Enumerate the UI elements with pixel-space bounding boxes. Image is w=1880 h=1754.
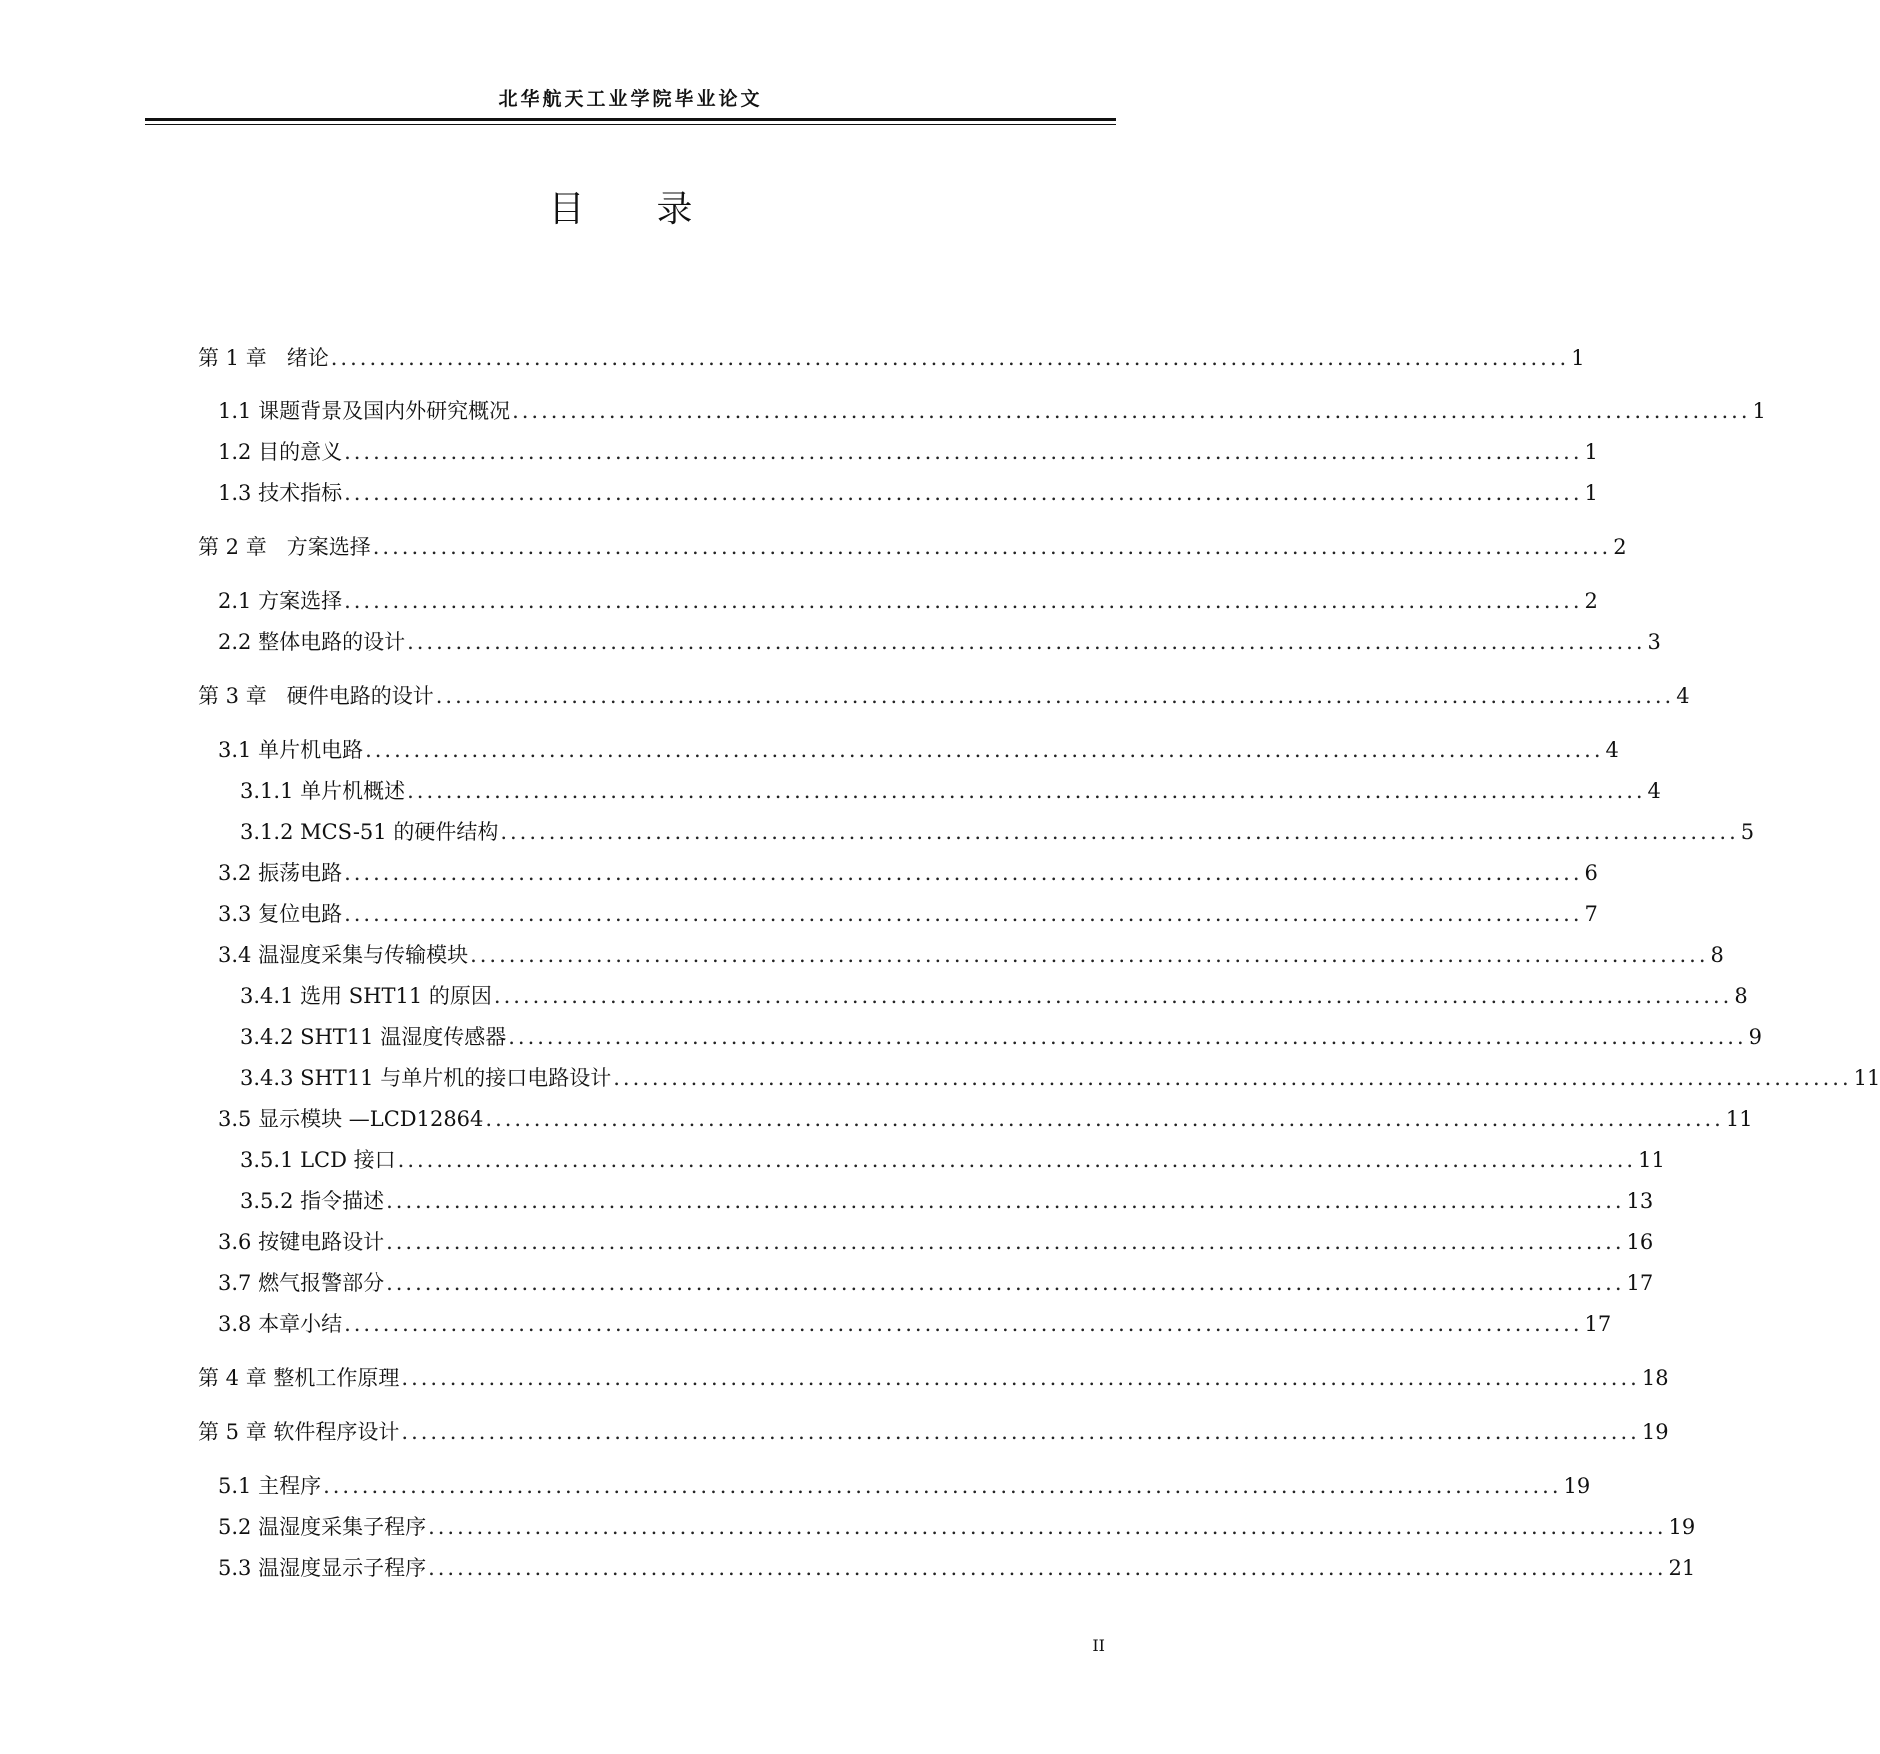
toc-leader: ................................................................................................................................ <box>512 399 1751 423</box>
toc-page: 5 <box>1740 820 1755 844</box>
toc-leader: ................................................................................................................................ <box>428 1515 1667 1539</box>
toc-entry[interactable] <box>240 1186 1654 1216</box>
toc-page: 2 <box>1613 535 1627 559</box>
toc-entry[interactable] <box>218 899 1598 929</box>
toc-label: 3.4.1 选用 SHT11 的原因 <box>240 984 492 1008</box>
toc-page: 11 <box>1638 1148 1665 1172</box>
toc-leader: ................................................................................................................................ <box>323 1474 1562 1498</box>
toc-leader: ................................................................................................................................ <box>386 1230 1625 1254</box>
page-number: II <box>1092 1636 1105 1655</box>
toc-page: 1 <box>1571 346 1585 370</box>
toc-label: 3.2 振荡电路 <box>218 861 343 885</box>
toc-entry[interactable] <box>240 1145 1665 1175</box>
toc-leader: ................................................................................................................................ <box>401 1420 1640 1444</box>
toc-label: 3.4.2 SHT11 温湿度传感器 <box>240 1025 507 1049</box>
toc-page: 11 <box>1725 1107 1753 1131</box>
toc-label: 3.5.1 LCD 接口 <box>240 1148 396 1172</box>
toc-page: 19 <box>1641 1420 1669 1444</box>
toc-entry[interactable] <box>218 437 1598 467</box>
toc-page: 2 <box>1584 589 1598 613</box>
toc-leader: ................................................................................................................................ <box>344 902 1583 926</box>
toc-label: 1.1 课题背景及国内外研究概况 <box>218 399 511 423</box>
toc-entry[interactable] <box>218 1553 1696 1583</box>
toc-page: 1 <box>1584 440 1598 464</box>
toc-leader: ................................................................................................................................ <box>344 1312 1583 1336</box>
toc-page: 18 <box>1641 1366 1669 1390</box>
toc-leader: ................................................................................................................................ <box>407 779 1646 803</box>
toc-page: 13 <box>1626 1189 1654 1213</box>
toc-label: 第 4 章 整机工作原理 <box>198 1366 400 1390</box>
toc-leader: ................................................................................................................................ <box>397 1148 1637 1172</box>
toc-entry[interactable] <box>218 735 1619 765</box>
toc-leader: ................................................................................................................................ <box>386 1271 1625 1295</box>
toc-label: 第 5 章 软件程序设计 <box>198 1420 400 1444</box>
toc-entry[interactable] <box>218 1227 1654 1257</box>
toc-entry[interactable] <box>218 478 1598 508</box>
toc-page: 1 <box>1752 399 1766 423</box>
toc-entry[interactable] <box>218 1268 1654 1298</box>
toc-page: 7 <box>1584 902 1598 926</box>
toc-leader: ................................................................................................................................ <box>344 440 1583 464</box>
toc-page: 19 <box>1563 1474 1591 1498</box>
toc-label: 3.6 按键电路设计 <box>218 1230 385 1254</box>
toc-label: 5.3 温湿度显示子程序 <box>218 1556 427 1580</box>
toc-leader: ................................................................................................................................ <box>508 1025 1747 1049</box>
toc-entry[interactable] <box>240 1063 1880 1093</box>
toc-page: 4 <box>1676 684 1690 708</box>
toc-entry[interactable] <box>218 940 1724 970</box>
toc-label: 1.3 技术指标 <box>218 481 343 505</box>
toc-page: 4 <box>1605 738 1619 762</box>
toc-label: 第 2 章 方案选择 <box>198 535 371 559</box>
toc-page: 4 <box>1647 779 1661 803</box>
toc-page: 8 <box>1710 943 1724 967</box>
toc-label: 第 3 章 硬件电路的设计 <box>198 684 434 708</box>
toc-label: 2.1 方案选择 <box>218 589 343 613</box>
toc-label: 3.1 单片机电路 <box>218 738 364 762</box>
toc-entry[interactable] <box>198 1363 1669 1393</box>
toc-entry[interactable] <box>218 1309 1612 1339</box>
toc-leader: ................................................................................................................................ <box>365 738 1604 762</box>
toc-label: 2.2 整体电路的设计 <box>218 630 406 654</box>
toc-entry[interactable] <box>218 627 1661 657</box>
toc-leader: ................................................................................................................................ <box>470 943 1709 967</box>
toc-entry[interactable] <box>218 1104 1753 1134</box>
toc-leader: ................................................................................................................................ <box>613 1066 1852 1090</box>
toc-label: 3.5 显示模块 —LCD12864 <box>218 1107 484 1131</box>
toc-entry[interactable] <box>240 981 1748 1011</box>
toc-page: 8 <box>1734 984 1748 1008</box>
toc-leader: ................................................................................................................................ <box>435 684 1675 708</box>
toc-leader: ................................................................................................................................ <box>500 820 1739 844</box>
title-char-2: 录 <box>656 189 693 230</box>
toc-leader: ................................................................................................................................ <box>493 984 1733 1008</box>
toc-label: 3.4 温湿度采集与传输模块 <box>218 943 469 967</box>
title-char-1: 目 <box>548 189 585 230</box>
toc-entry[interactable] <box>198 1417 1669 1447</box>
toc-leader: ................................................................................................................................ <box>372 535 1612 559</box>
toc-entry[interactable] <box>240 776 1661 806</box>
toc-entry[interactable] <box>240 1022 1763 1052</box>
toc-page: 17 <box>1584 1312 1612 1336</box>
toc-leader: ................................................................................................................................ <box>344 481 1583 505</box>
toc-leader: ................................................................................................................................ <box>386 1189 1625 1213</box>
toc-leader: ................................................................................................................................ <box>401 1366 1640 1390</box>
toc-page: 17 <box>1626 1271 1654 1295</box>
toc-page: 9 <box>1748 1025 1763 1049</box>
toc-page: 21 <box>1668 1556 1696 1580</box>
toc-leader: ................................................................................................................................ <box>330 346 1570 370</box>
toc-label: 5.1 主程序 <box>218 1474 322 1498</box>
toc-page: 1 <box>1584 481 1598 505</box>
toc-leader: ................................................................................................................................ <box>485 1107 1724 1131</box>
toc-label: 3.8 本章小结 <box>218 1312 343 1336</box>
toc-label: 3.1.2 MCS-51 的硬件结构 <box>240 820 499 844</box>
toc-entry[interactable] <box>218 858 1598 888</box>
toc-leader: ................................................................................................................................ <box>407 630 1646 654</box>
toc-page: 6 <box>1584 861 1598 885</box>
toc-leader: ................................................................................................................................ <box>344 861 1583 885</box>
toc-page: 16 <box>1626 1230 1654 1254</box>
toc-page: 3 <box>1647 630 1661 654</box>
toc-leader: ................................................................................................................................ <box>428 1556 1667 1580</box>
toc-label: 3.4.3 SHT11 与单片机的接口电路设计 <box>240 1066 612 1090</box>
running-header: 北华航天工业学院毕业论文 <box>498 88 763 110</box>
toc-entry[interactable] <box>218 586 1598 616</box>
toc-label: 5.2 温湿度采集子程序 <box>218 1515 427 1539</box>
toc-label: 3.7 燃气报警部分 <box>218 1271 385 1295</box>
toc-label: 3.1.1 单片机概述 <box>240 779 406 803</box>
toc-entry[interactable] <box>218 396 1766 426</box>
toc-entry[interactable] <box>198 681 1690 711</box>
toc-entry[interactable] <box>198 532 1627 562</box>
toc-entry[interactable] <box>218 1471 1591 1501</box>
toc-entry[interactable] <box>240 817 1755 847</box>
toc-entry[interactable] <box>218 1512 1696 1542</box>
toc-page: 19 <box>1668 1515 1696 1539</box>
toc-label: 3.5.2 指令描述 <box>240 1189 385 1213</box>
toc-entry[interactable] <box>198 343 1585 373</box>
toc-label: 3.3 复位电路 <box>218 902 343 926</box>
toc-label: 1.2 目的意义 <box>218 440 343 464</box>
toc-page: 11 <box>1853 1066 1880 1090</box>
toc-label: 第 1 章 绪论 <box>198 346 329 370</box>
toc-leader: ................................................................................................................................ <box>344 589 1583 613</box>
